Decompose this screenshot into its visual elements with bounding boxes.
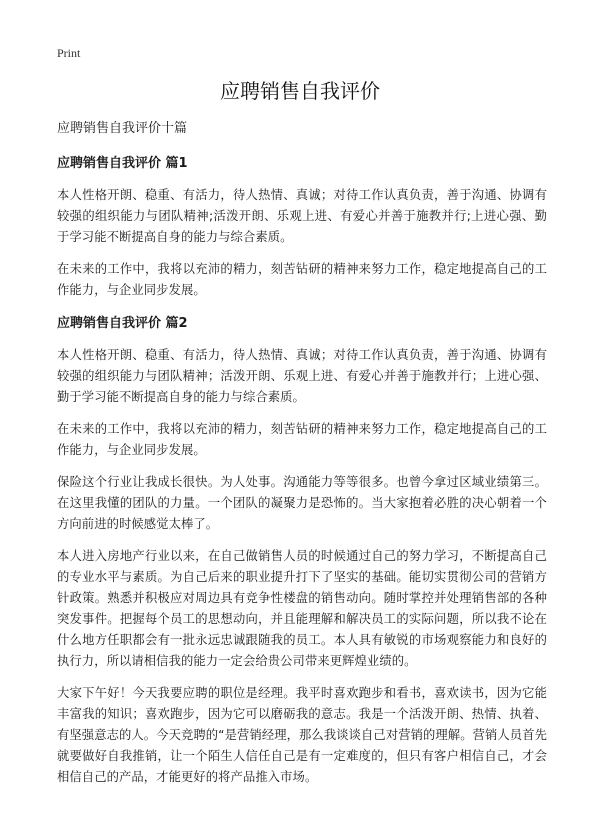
section-heading: 应聘销售自我评价 篇2 — [57, 316, 188, 331]
paragraph: 本人性格开朗、稳重、有活力，待人热情、真诚；对待工作认真负责，善于沟通、协调有较强的组织能力与团队精神;活泼开朗、乐观上进、有爱心并善于施教并行;上进心强、勤于学习能不断提高自身的能力与综合素质。 — [57, 188, 547, 244]
paragraph: 在未来的工作中，我将以充沛的精力，刻苦钻研的精神来努力工作，稳定地提高自己的工作能力，与企业同步发展。 — [57, 422, 547, 457]
document-title: 应聘销售自我评价 — [220, 79, 380, 103]
document-subtitle: 应聘销售自我评价十篇 — [57, 121, 188, 136]
section-2 — [57, 315, 547, 788]
paragraph: 在未来的工作中，我将以充沛的精力，刻苦钻研的精神来努力工作，稳定地提高自己的工作能力，与企业同步发展。 — [57, 262, 547, 297]
paragraph: 本人进入房地产行业以来，在自己做销售人员的时候通过自己的努力学习，不断提高自己的专业水平与素质。为自己后来的职业提升打下了坚实的基础。能切实贯彻公司的营销方针政策。熟悉并积极应对周边具有竞争性楼盘的销售动向。随时掌控并处理销售部的各种突发事件。把握每个员工的思想动向，并且能理解和解决员工的实际问题，所以我不论在什么地方任职都会有一批永远忠诚跟随我的员工。本人具有敏锐的市场观察能力和良好的执行力，所以请相信我的能力一定会给贵公司带来更辉煌业绩的。 — [57, 549, 547, 668]
print-label: Print — [57, 46, 81, 60]
section-heading: 应聘销售自我评价 篇1 — [57, 156, 188, 171]
paragraph: 本人性格开朗、稳重、有活力，待人热情、真诚；对待工作认真负责，善于沟通、协调有较强的组织能力与团队精神；活泼开朗、乐观上进、有爱心并善于施教并行；上进心强、勤于学习能不断提高自身的能力与综合素质。 — [57, 348, 547, 404]
section-1 — [57, 155, 547, 301]
document-body — [57, 120, 547, 799]
paragraph: 保险这个行业让我成长很快。为人处事。沟通能力等等很多。也曾今拿过区域业绩第三。在这里我懂的团队的力量。一个团队的凝聚力是恐怖的。当大家抱着必胜的决心朝着一个方向前进的时候感觉太棒了。 — [57, 475, 547, 531]
paragraph: 大家下午好！今天我要应聘的职位是经理。我平时喜欢跑步和看书，喜欢读书，因为它能丰富我的知识；喜欢跑步，因为它可以磨砺我的意志。我是一个活泼开朗、热情、执着、有坚强意志的人。今天竞聘的“是营销经理，那么我谈谈自己对营销的理解。营销人员首先就要做好自我推销，让一个陌生人信任自己是有一定难度的，但只有客户相信自己，才会相信自己的产品，才能更好的将产品推入市场。 — [57, 686, 547, 784]
